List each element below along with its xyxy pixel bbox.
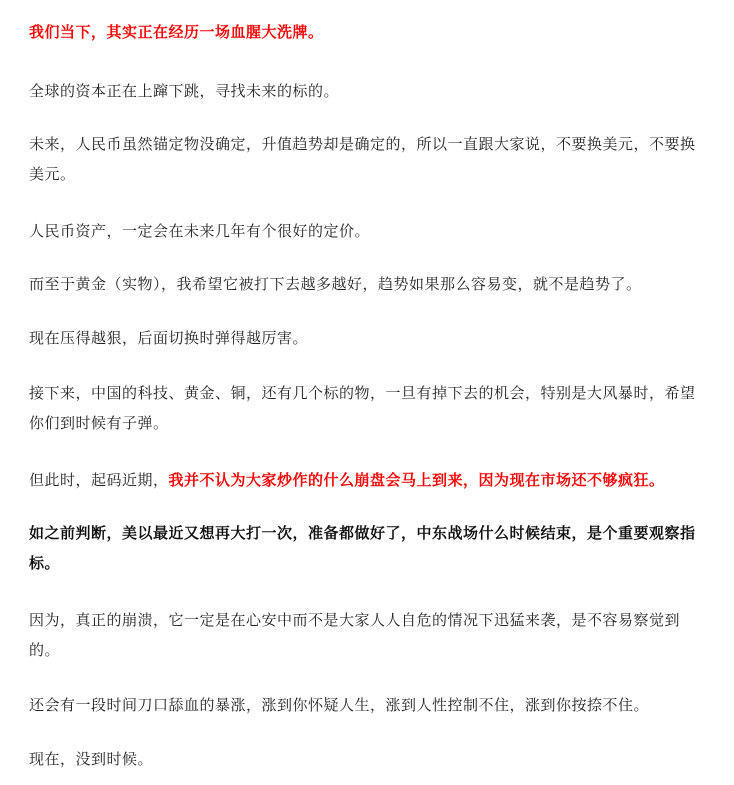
paragraph-not-yet: 现在，没到时候。 xyxy=(29,750,154,768)
paragraph-surge: 还会有一段时间刀口舔血的暴涨，涨到你怀疑人生，涨到人性控制不住，涨到你按捺不住。 xyxy=(29,696,650,714)
paragraph-middle-east: 如之前判断，美以最近又想再大打一次，准备都做好了，中东战场什么时候结束，是个重要观察指标。 xyxy=(29,524,696,572)
paragraph-near-term xyxy=(29,465,709,495)
paragraph-real-collapse: 因为，真正的崩溃，它一定是在心安中而不是大家人人自危的情况下迅猛来袭，是不容易察觉到的。 xyxy=(29,611,681,659)
paragraph-rmb-assets: 人民币资产，一定会在未来几年有个很好的定价。 xyxy=(29,222,371,240)
paragraph-capital: 全球的资本正在上蹿下跳，寻找未来的标的。 xyxy=(29,82,340,100)
near-term-highlight-text: 我并不认为大家炒作的什么崩盘会马上到来，因为现在市场还不够疯狂。 xyxy=(168,471,665,489)
near-term-lead-text: 但此时，起码近期， xyxy=(29,471,169,489)
paragraph-rmb-future: 未来，人民币虽然锚定物没确定，升值趋势却是确定的，所以一直跟大家说，不要换美元，不要换美元。 xyxy=(29,135,696,183)
headline-paragraph: 我们当下，其实正在经历一场血腥大洗牌。 xyxy=(29,23,324,41)
paragraph-next-targets: 接下来，中国的科技、黄金、铜，还有几个标的物，一旦有掉下去的机会，特别是大风暴时，希望你们到时候有子弹。 xyxy=(29,384,696,432)
paragraph-pressure: 现在压得越狠，后面切换时弹得越厉害。 xyxy=(29,329,309,347)
paragraph-gold: 而至于黄金（实物），我希望它被打下去越多越好，趋势如果那么容易变，就不是趋势了。 xyxy=(29,275,642,293)
